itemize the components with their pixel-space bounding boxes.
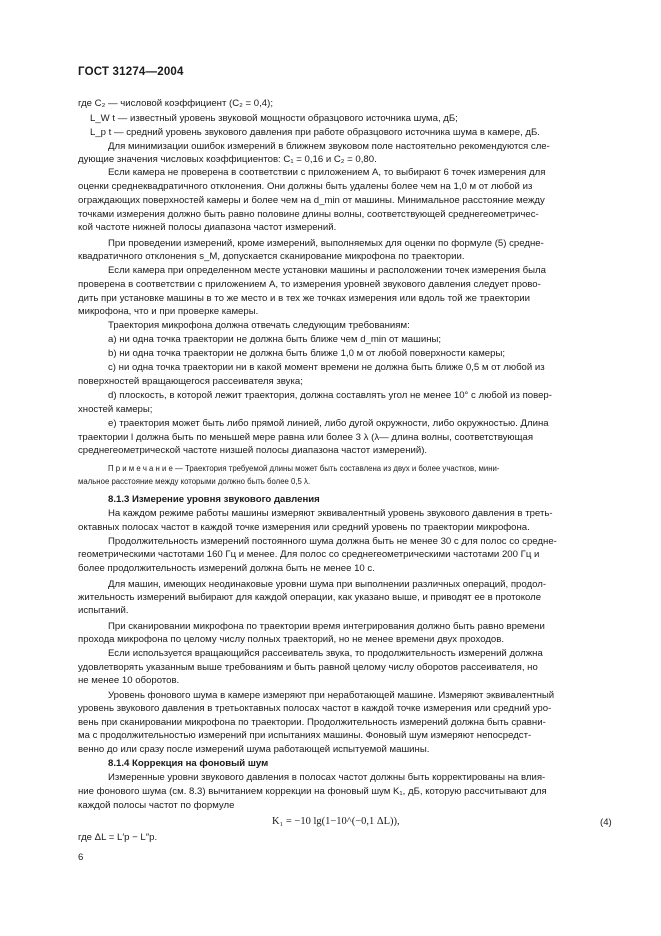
document-header: ГОСТ 31274—2004 bbox=[78, 66, 184, 78]
text-line: каждой полосы частот по формуле bbox=[78, 800, 235, 811]
list-item: b) ни одна точка траектории не должна быть ближе 1,0 м от любой поверхности камеры; bbox=[108, 348, 506, 359]
text-line: Если камера при определенном месте установки машины и расположении точек измерения была bbox=[108, 265, 546, 276]
text-line: кой частоте нижней полосы диапазона частот измерений. bbox=[78, 222, 337, 233]
text-line: Для минимизации ошибок измерений в ближнем звуковом поле настоятельно рекомендуются сле- bbox=[108, 141, 550, 152]
text-line: Если камера не проверена в соответствии с приложением А, то выбирают 6 точек измерения для bbox=[108, 167, 546, 178]
text-line: оценки среднеквадратичного отклонения. Они должны быть удалены более чем на 1,0 м от любой из bbox=[78, 181, 533, 192]
text-line: ма с продолжительностью измерений при испытаниях машины. Фоновый шум измеряют непосредст- bbox=[78, 730, 532, 741]
text-line: На каждом режиме работы машины измеряют эквивалентный уровень звукового давления в треть- bbox=[108, 508, 553, 519]
text-line: поверхностей вращающегося рассеивателя звука; bbox=[78, 376, 303, 387]
text-line: ние фонового шума (см. 8.3) вычитанием коррекции на фоновый шум K₁, дБ, которую рассчитывают для bbox=[78, 786, 547, 797]
note-text: П р и м е ч а н и е — Траектория требуемой длины может быть составлена из двух и более участков, мини- bbox=[108, 464, 500, 473]
text-line: При проведении измерений, кроме измерений, выполняемых для оценки по формуле (5) средне- bbox=[108, 238, 544, 249]
text-line: октавных полосах частот в каждой точке измерения или средний уровень по траектории микрофона. bbox=[78, 522, 530, 533]
text-line: хностей камеры; bbox=[78, 404, 153, 415]
formula-where: где ΔL = L′p − L″p. bbox=[78, 832, 158, 843]
text-line: При сканировании микрофона по траектории время интегрирования должно быть равно времени bbox=[108, 621, 545, 632]
text-line: Если используется вращающийся рассеиватель звука, то продолжительность измерений должна bbox=[108, 648, 543, 659]
text-line: проверена в соответствии с приложением А, то измерения уровней звукового давления следует прово- bbox=[78, 279, 541, 290]
page-number: 6 bbox=[78, 852, 84, 863]
text-line: удовлетворять указанным выше требованиям и быть равной целому числу оборотов рассеивателя, но bbox=[78, 662, 538, 673]
text-line: Траектория микрофона должна отвечать следующим требованиям: bbox=[108, 320, 410, 331]
text-line: ограждающих поверхностей камеры и более чем на d_min от машины. Минимальное расстояние между bbox=[78, 195, 545, 206]
section-heading: 8.1.4 Коррекция на фоновый шум bbox=[108, 758, 269, 769]
text-line: дующие значения числовых коэффициентов: C₁ = 0,16 и C₂ = 0,80. bbox=[78, 154, 377, 165]
text-line: не менее 10 оборотов. bbox=[78, 675, 180, 686]
text-line: более продолжительность измерений должна быть не менее 10 с. bbox=[78, 563, 375, 574]
text-line: испытаний. bbox=[78, 605, 129, 616]
section-heading: 8.1.3 Измерение уровня звукового давления bbox=[108, 494, 320, 505]
text-line: Уровень фонового шума в камере измеряют при неработающей машине. Измеряют эквивалентный bbox=[108, 690, 555, 701]
text-line: Для машин, имеющих неодинаковые уровни шума при выполнении различных операций, продол- bbox=[108, 579, 547, 590]
list-item: а) ни одна точка траектории не должна быть ближе чем d_min от машины; bbox=[108, 334, 442, 345]
formula: K₁ = −10 lg(1−10^(−0,1 ΔL)), bbox=[272, 816, 400, 827]
text-line: жительность измерений выбирают для каждой операции, как указано выше, и приводят ее в протоколе bbox=[78, 592, 542, 603]
text-line: геометрическими частотами 160 Гц и менее. Для полос со среднегеометрическими частотами 200 Гц и bbox=[78, 549, 540, 560]
text-line: микрофона, что и при проверке камеры. bbox=[78, 306, 259, 317]
text-line: квадратичного отклонения s_M, допускается сканирование микрофона по траектории. bbox=[78, 251, 465, 262]
note-text: мальное расстояние между которыми должно быть более 0,5 λ. bbox=[78, 477, 311, 486]
list-item: c) ни одна точка траектории ни в какой момент времени не должна быть ближе 0,5 м от любой из bbox=[108, 362, 545, 373]
text-line: Измеренные уровни звукового давления в полосах частот должны быть корректированы на влия- bbox=[108, 772, 546, 783]
text-line: Продолжительность измерений постоянного шума должна быть не менее 30 с для полос со средне- bbox=[108, 536, 557, 547]
text-line: где C₂ — числовой коэффициент (C₂ = 0,4); bbox=[78, 98, 273, 109]
text-line: венно до или сразу после измерений шума работающей испытуемой машины. bbox=[78, 744, 430, 755]
text-line: вень при сканировании микрофона по траектории. Продолжительность измерений должна быть сравни- bbox=[78, 717, 546, 728]
text-line: прохода микрофона по целому числу полных траекторий, но не менее времени двух проходов. bbox=[78, 634, 505, 645]
text-line: точками измерения должно быть равно половине длины волны, соответствующей среднегеометричес- bbox=[78, 209, 539, 220]
text-line: дить при установке машины в то же место и в тех же точках измерения или вдоль той же траектории bbox=[78, 293, 531, 304]
formula-number: (4) bbox=[600, 817, 612, 828]
text-line: траектории l должна быть по меньшей мере равна или более 3 λ (λ— длина волны, соответствующая bbox=[78, 432, 534, 443]
text-line: уровень звукового давления в третьоктавных полосах частот в каждой точке измерения или средний уро- bbox=[78, 703, 552, 714]
text-line: среднегеометрической частоте низшей полосы диапазона частот измерений). bbox=[78, 445, 428, 456]
list-item: е) траектория может быть либо прямой линией, либо дугой окружности, либо окружностью. Длина bbox=[108, 418, 549, 429]
text-line: L_W t — известный уровень звуковой мощности образцового источника шума, дБ; bbox=[90, 113, 458, 124]
text-line: L_p t — средний уровень звукового давления при работе образцового источника шума в камере, дБ. bbox=[90, 127, 540, 138]
list-item: d) плоскость, в которой лежит траектория, должна составлять угол не менее 10° с любой из повер- bbox=[108, 390, 552, 401]
